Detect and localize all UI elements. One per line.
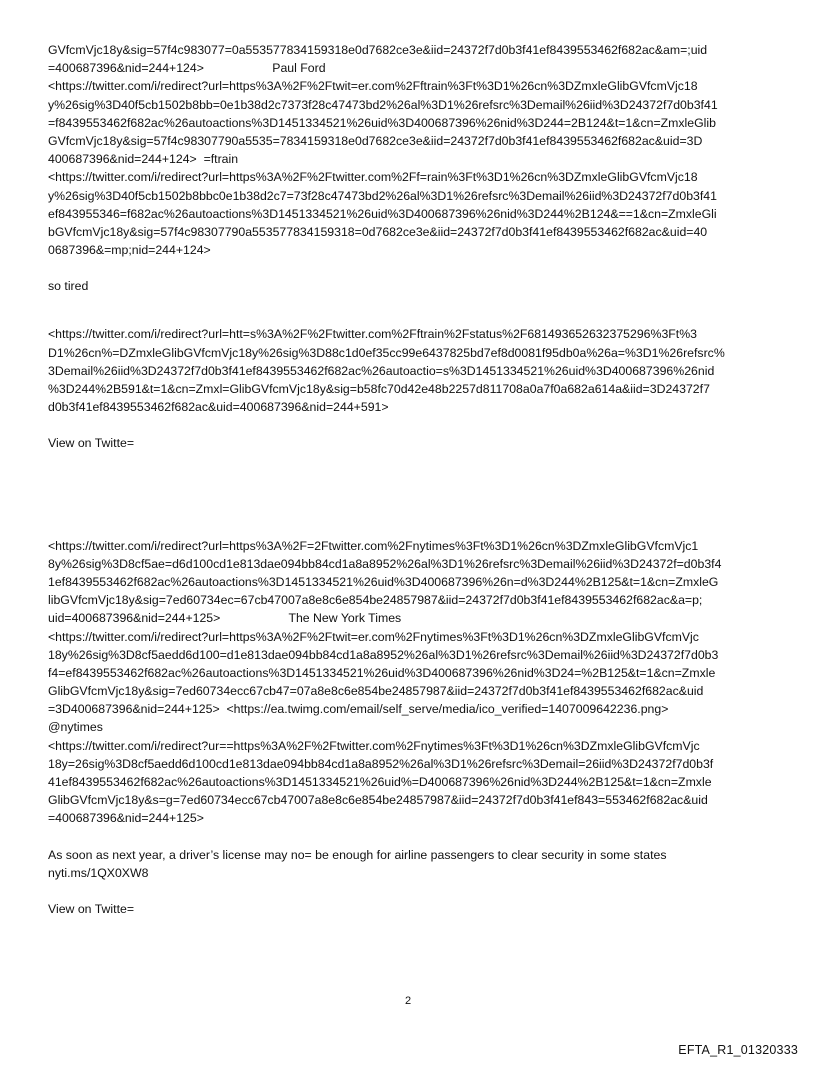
text-line: 8y%26sig%3D8cf5ae=d6d100cd1e813dae094bb84cd1a8a8952%26al%3D1%26refsrc%3Demail%26iid%3D24372f=d0b3f4 xyxy=(48,556,722,571)
text-line: d0b3f41ef8439553462f682ac&uid=400687396&nid=244+591> xyxy=(48,400,389,415)
document-body xyxy=(48,41,772,918)
text-line: D1%26cn%=DZmxleGlibGVfcmVjc18y%26sig%3D88c1d0ef35cc99e6437825bd7ef8d0081f95db0a%26a=%3D1%26refsrc% xyxy=(48,345,725,360)
tweet-header-paul-ford xyxy=(48,41,772,259)
text-line: 18y=26sig%3D8cf5aedd6d100cd1e813dae094bb84cd1a8a8952%26al%3D1%26refsrc%3Demail=26iid%3D24372f7d0b3f xyxy=(48,756,714,771)
text-line: bGVfcmVjc18y&sig=57f4c98307790a553577834159318=0d7682ce3e&iid=24372f7d0b3f41ef8439553462f682ac&uid=40 xyxy=(48,224,708,239)
tweet-status-link xyxy=(48,325,772,416)
text-line: %3D244%2B591&t=1&cn=Zmxl=GlibGVfcmVjc18y&sig=b58fc70d42e48b2257d811708a0a7f0a682a614a&iid=3D24372f7 xyxy=(48,382,710,396)
text-line: @nytimes xyxy=(48,720,103,735)
tweet-text: so tired xyxy=(48,279,89,294)
view-on-twitter-link[interactable]: View on Twitte= xyxy=(48,436,135,451)
text-line: libGVfcmVjc18y&sig=7ed60734ec=67cb47007a8e8c6e854be24857987&iid=24372f7d0b3f41ef8439553462f682ac&a=p; xyxy=(48,593,703,608)
text-line: 0687396&=mp;nid=244+124> xyxy=(48,243,211,258)
text-line: =400687396&nid=244+124> Paul Ford xyxy=(48,61,326,76)
text-line: =f8439553462f682ac%26autoactions%3D1451334521%26uid%3D400687396%26nid%3D244=2B124&t=1&cn=ZmxleGlib xyxy=(48,115,716,130)
text-line: ef843955346=f682ac%26autoactions%3D1451334521%26uid%3D400687396%26nid%3D244%2B124&==1&cn=ZmxleGli xyxy=(48,206,717,221)
text-line: <https://twitter.com/i/redirect?ur==https%3A%2F%2Ftwitter.com%2Fnytimes%3Ft%3D1%26cn%3DZmxleGlibGVfcmVjc xyxy=(48,738,700,753)
bates-number: EFTA_R1_01320333 xyxy=(678,1043,798,1057)
page-number: 2 xyxy=(404,995,412,1007)
text-line: <https://twitter.com/i/redirect?url=https%3A%2F%2Ftwit=er.com%2Fnytimes%3Ft%3D1%26cn%3DZmxleGlibGVfcmVjc xyxy=(48,629,699,644)
text-line: 3Demail%26iid%3D24372f7d0b3f41ef8439553462f682ac%26autoactio=s%3D1451334521%26uid%3D400687396%26nid xyxy=(48,363,715,378)
text-line: =3D400687396&nid=244+125> <https://ea.twimg.com/email/self_serve/media/ico_verified=1407009642236.png> xyxy=(48,702,669,717)
text-line: <https://twitter.com/i/redirect?url=https%3A%2F%2Ftwit=er.com%2Fftrain%3Ft%3D1%26cn%3DZmxleGlibGVfcmVjc18 xyxy=(48,79,698,94)
view-on-twitter-link[interactable]: View on Twitte= xyxy=(48,901,135,916)
text-line: y%26sig%3D40f5cb1502b8bb=0e1b38d2c7373f28c47473bd2%26al%3D1%26refsrc%3Demail%26iid%3D24372f7d0b3f41 xyxy=(48,97,718,112)
text-line: 400687396&nid=244+124> =ftrain xyxy=(48,152,239,167)
tweet-headline: As soon as next year, a driver’s license may no= be enough for airline passengers to clear security in some states xyxy=(48,847,667,862)
text-line: uid=400687396&nid=244+125> The New York Times xyxy=(48,611,402,626)
text-line: 18y%26sig%3D8cf5aedd6d100=d1e813dae094bb84cd1a8a8952%26al%3D1%26refsrc%3Demail%26iid%3D24372f7d0b3 xyxy=(48,647,719,662)
text-line: f4=ef8439553462f682ac%26autoactions%3D1451334521%26uid%3D400687396%26nid%3D24=%2B125&t=1&cn=Zmxle xyxy=(48,665,716,680)
text-line: 1ef8439553462f682ac%26autoactions%3D1451334521%26uid%3D400687396%26n=d%3D244%2B125&t=1&cn=ZmxleG xyxy=(48,574,719,589)
text-line: GlibGVfcmVjc18y&s=g=7ed60734ecc67cb47007a8e8c6e854be24857987&iid=24372f7d0b3f41ef843=553462f682ac&uid xyxy=(48,793,708,808)
tweet-short-link[interactable]: nyti.ms/1QX0XW8 xyxy=(48,865,149,880)
text-line: GVfcmVjc18y&sig=57f4c98307790a5535=7834159318e0d7682ce3e&iid=24372f7d0b3f41ef8439553462f682ac&uid=3D xyxy=(48,133,703,148)
text-line: 41ef8439553462f682ac%26autoactions%3D1451334521%26uid%=D400687396%26nid%3D244%2B125&t=1&cn=Zmxle xyxy=(48,775,712,789)
text-line: <https://twitter.com/i/redirect?url=https%3A%2F%2Ftwitter.com%2Ff=rain%3Ft%3D1%26cn%3DZmxleGlibGVfcmVjc18 xyxy=(48,170,698,185)
text-line: =400687396&nid=244+125> xyxy=(48,811,204,826)
text-line: <https://twitter.com/i/redirect?url=htt=s%3A%2F%2Ftwitter.com%2Fftrain%2Fstatus%2F681493652632375296%3Ft%3 xyxy=(48,327,697,342)
text-line: <https://twitter.com/i/redirect?url=https%3A%2F=2Ftwitter.com%2Fnytimes%3Ft%3D1%26cn%3DZmxleGlibGVfcmVjc1 xyxy=(48,538,699,553)
text-line: y%26sig%3D40f5cb1502b8bbc0e1b38d2c7=73f28c47473bd2%26al%3D1%26refsrc%3Demail%26iid%3D24372f7d0b3f41 xyxy=(48,188,717,203)
text-line: GlibGVfcmVjc18y&sig=7ed60734ecc67cb47=07a8e8c6e854be24857987&iid=24372f7d0b3f41ef8439553462f682ac&uid xyxy=(48,684,704,699)
tweet-header-nytimes xyxy=(48,537,772,828)
text-line: GVfcmVjc18y&sig=57f4c983077=0a553577834159318e0d7682ce3e&iid=24372f7d0b3f41ef8439553462f682ac&am=;uid xyxy=(48,43,708,57)
